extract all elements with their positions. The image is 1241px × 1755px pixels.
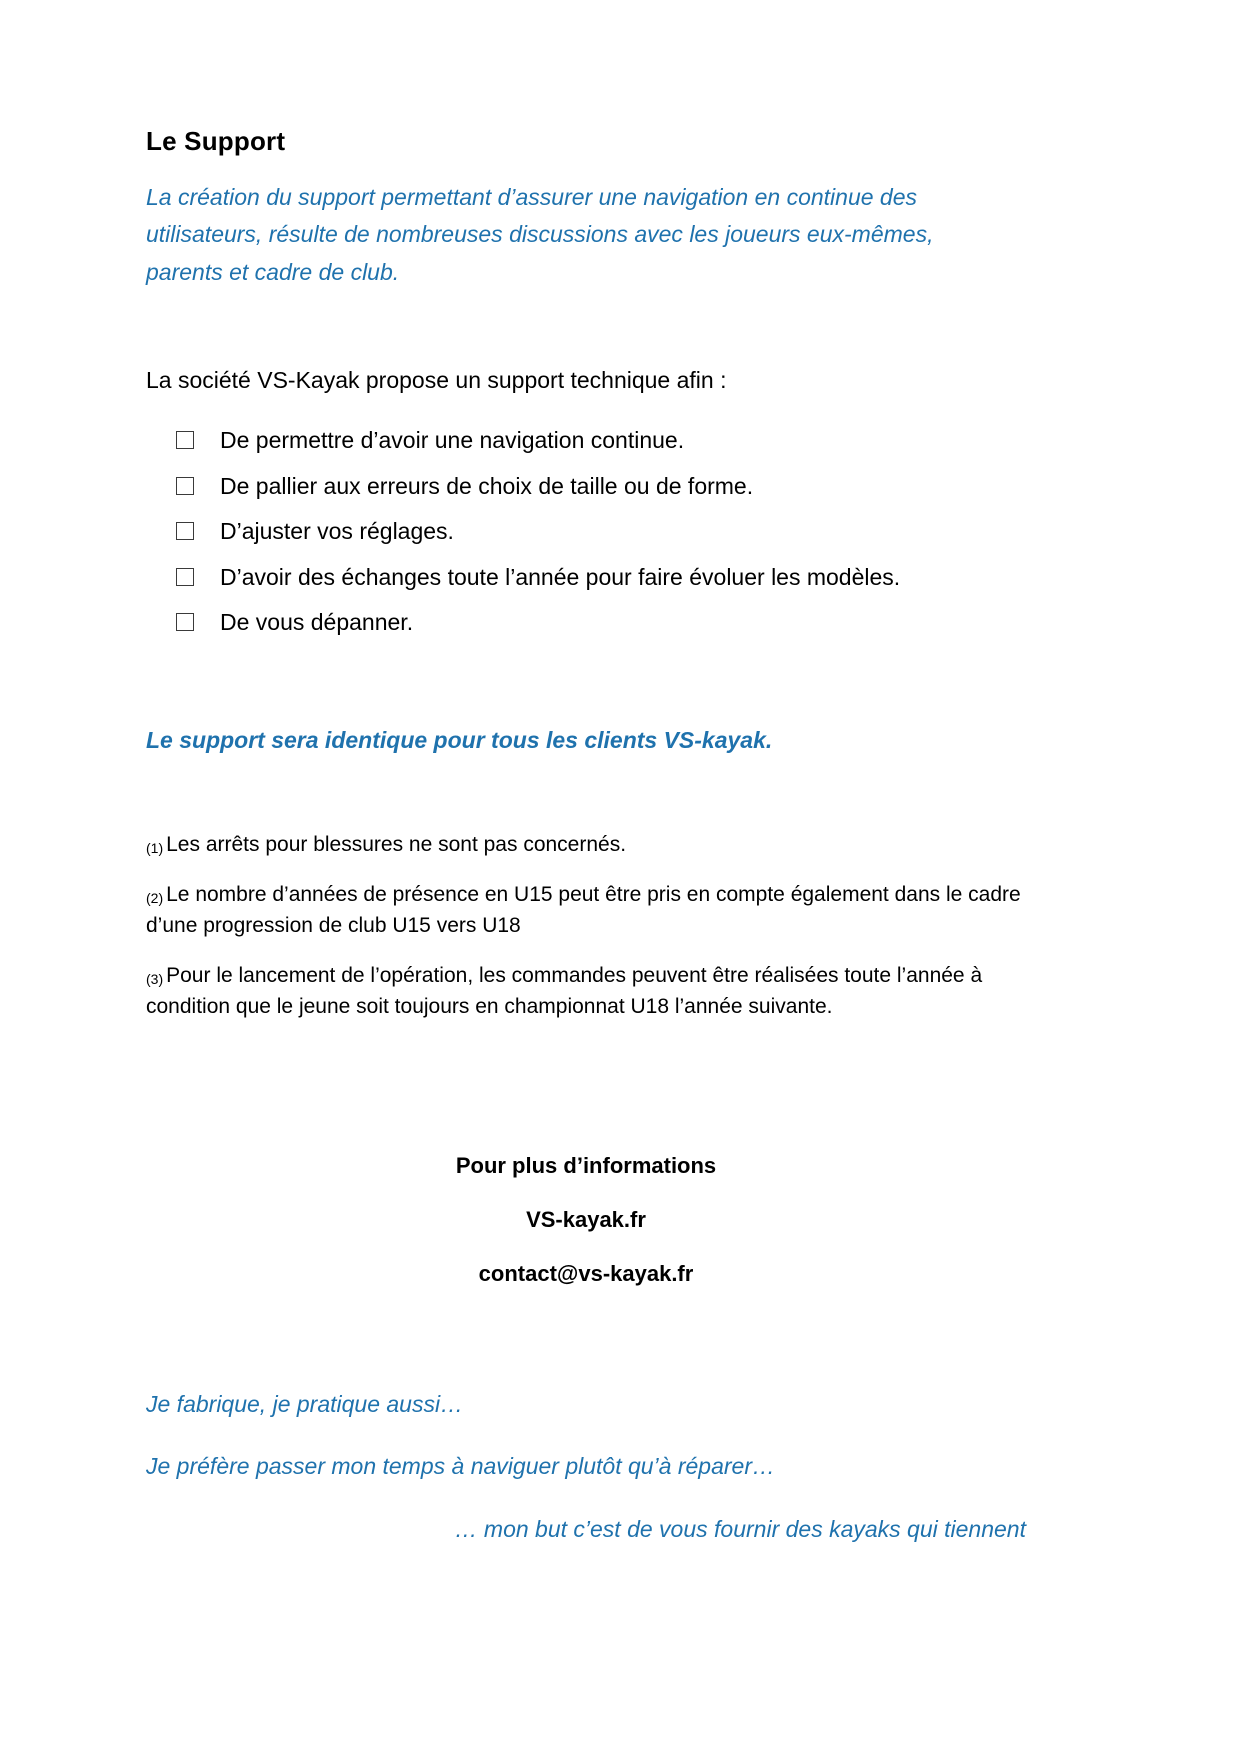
checkbox-bullet-icon — [176, 613, 194, 631]
list-item — [146, 423, 1096, 458]
list-item-label: De pallier aux erreurs de choix de taille ou de forme. — [220, 472, 754, 499]
intro-paragraph: La création du support permettant d’assurer une navigation en continue des utilisateurs, résulte de nombreuses discussions avec les joueurs eux-mêmes, parents et cadre de club. — [146, 184, 934, 285]
spacer — [146, 1041, 1096, 1113]
contact-website: VS-kayak.fr — [526, 1206, 646, 1232]
footnote-text: Les arrêts pour blessures ne sont pas concernés. — [166, 833, 627, 857]
footnote-1 — [146, 829, 1026, 861]
list-item-label: D’ajuster vos réglages. — [220, 518, 454, 545]
spacer — [146, 397, 1096, 423]
spacer — [146, 291, 1096, 363]
list-item-label: De vous dépanner. — [220, 609, 414, 636]
list-item — [146, 469, 1096, 504]
footnote-text: Pour le lancement de l’opération, les commandes peuvent être réalisées toute l’année à condition que le jeune soit toujours en championnat U18 l’année suivante. — [146, 963, 983, 1019]
list-item — [146, 605, 1096, 640]
list-item-label: D’avoir des échanges toute l’année pour faire évoluer les modèles. — [220, 563, 901, 590]
closing-line-2: Je préfère passer mon temps à naviguer plutôt qu’à réparer… — [146, 1453, 775, 1480]
closing-line-3: … mon but c’est de vous fournir des kayaks qui tiennent — [454, 1515, 1026, 1542]
spacer — [146, 757, 1096, 829]
footnotes-section — [146, 829, 1096, 1023]
footnote-text: Le nombre d’années de présence en U15 peut être pris en compte également dans le cadre d’une progression de club U15 vers U18 — [146, 882, 1021, 938]
checkbox-bullet-icon — [176, 477, 194, 495]
emphasis-paragraph: Le support sera identique pour tous les clients VS-kayak. — [146, 726, 773, 753]
list-item — [146, 560, 1096, 595]
list-item-label: De permettre d’avoir une navigation continue. — [220, 427, 685, 454]
spacer — [146, 1315, 1096, 1387]
lead-paragraph: La société VS-Kayak propose un support technique afin : — [146, 366, 727, 393]
checkbox-bullet-icon — [176, 522, 194, 540]
contact-email: contact@vs-kayak.fr — [478, 1260, 694, 1286]
spacer — [146, 1113, 1096, 1153]
contact-heading: Pour plus d’informations — [455, 1152, 717, 1178]
checkbox-bullet-icon — [176, 431, 194, 449]
spacer — [146, 651, 1096, 723]
support-feature-list — [146, 423, 1096, 640]
footnote-2 — [146, 879, 1026, 942]
contact-block — [146, 1153, 1026, 1287]
closing-line-1: Je fabrique, je pratique aussi… — [146, 1390, 464, 1417]
checkbox-bullet-icon — [176, 568, 194, 586]
document-body — [146, 126, 1096, 1574]
footnote-3 — [146, 960, 1026, 1023]
footnote-number: (2) — [146, 889, 164, 906]
list-item — [146, 514, 1096, 549]
footnote-number: (1) — [146, 840, 164, 857]
footnote-number: (3) — [146, 970, 164, 987]
page-title: Le Support — [146, 126, 286, 156]
